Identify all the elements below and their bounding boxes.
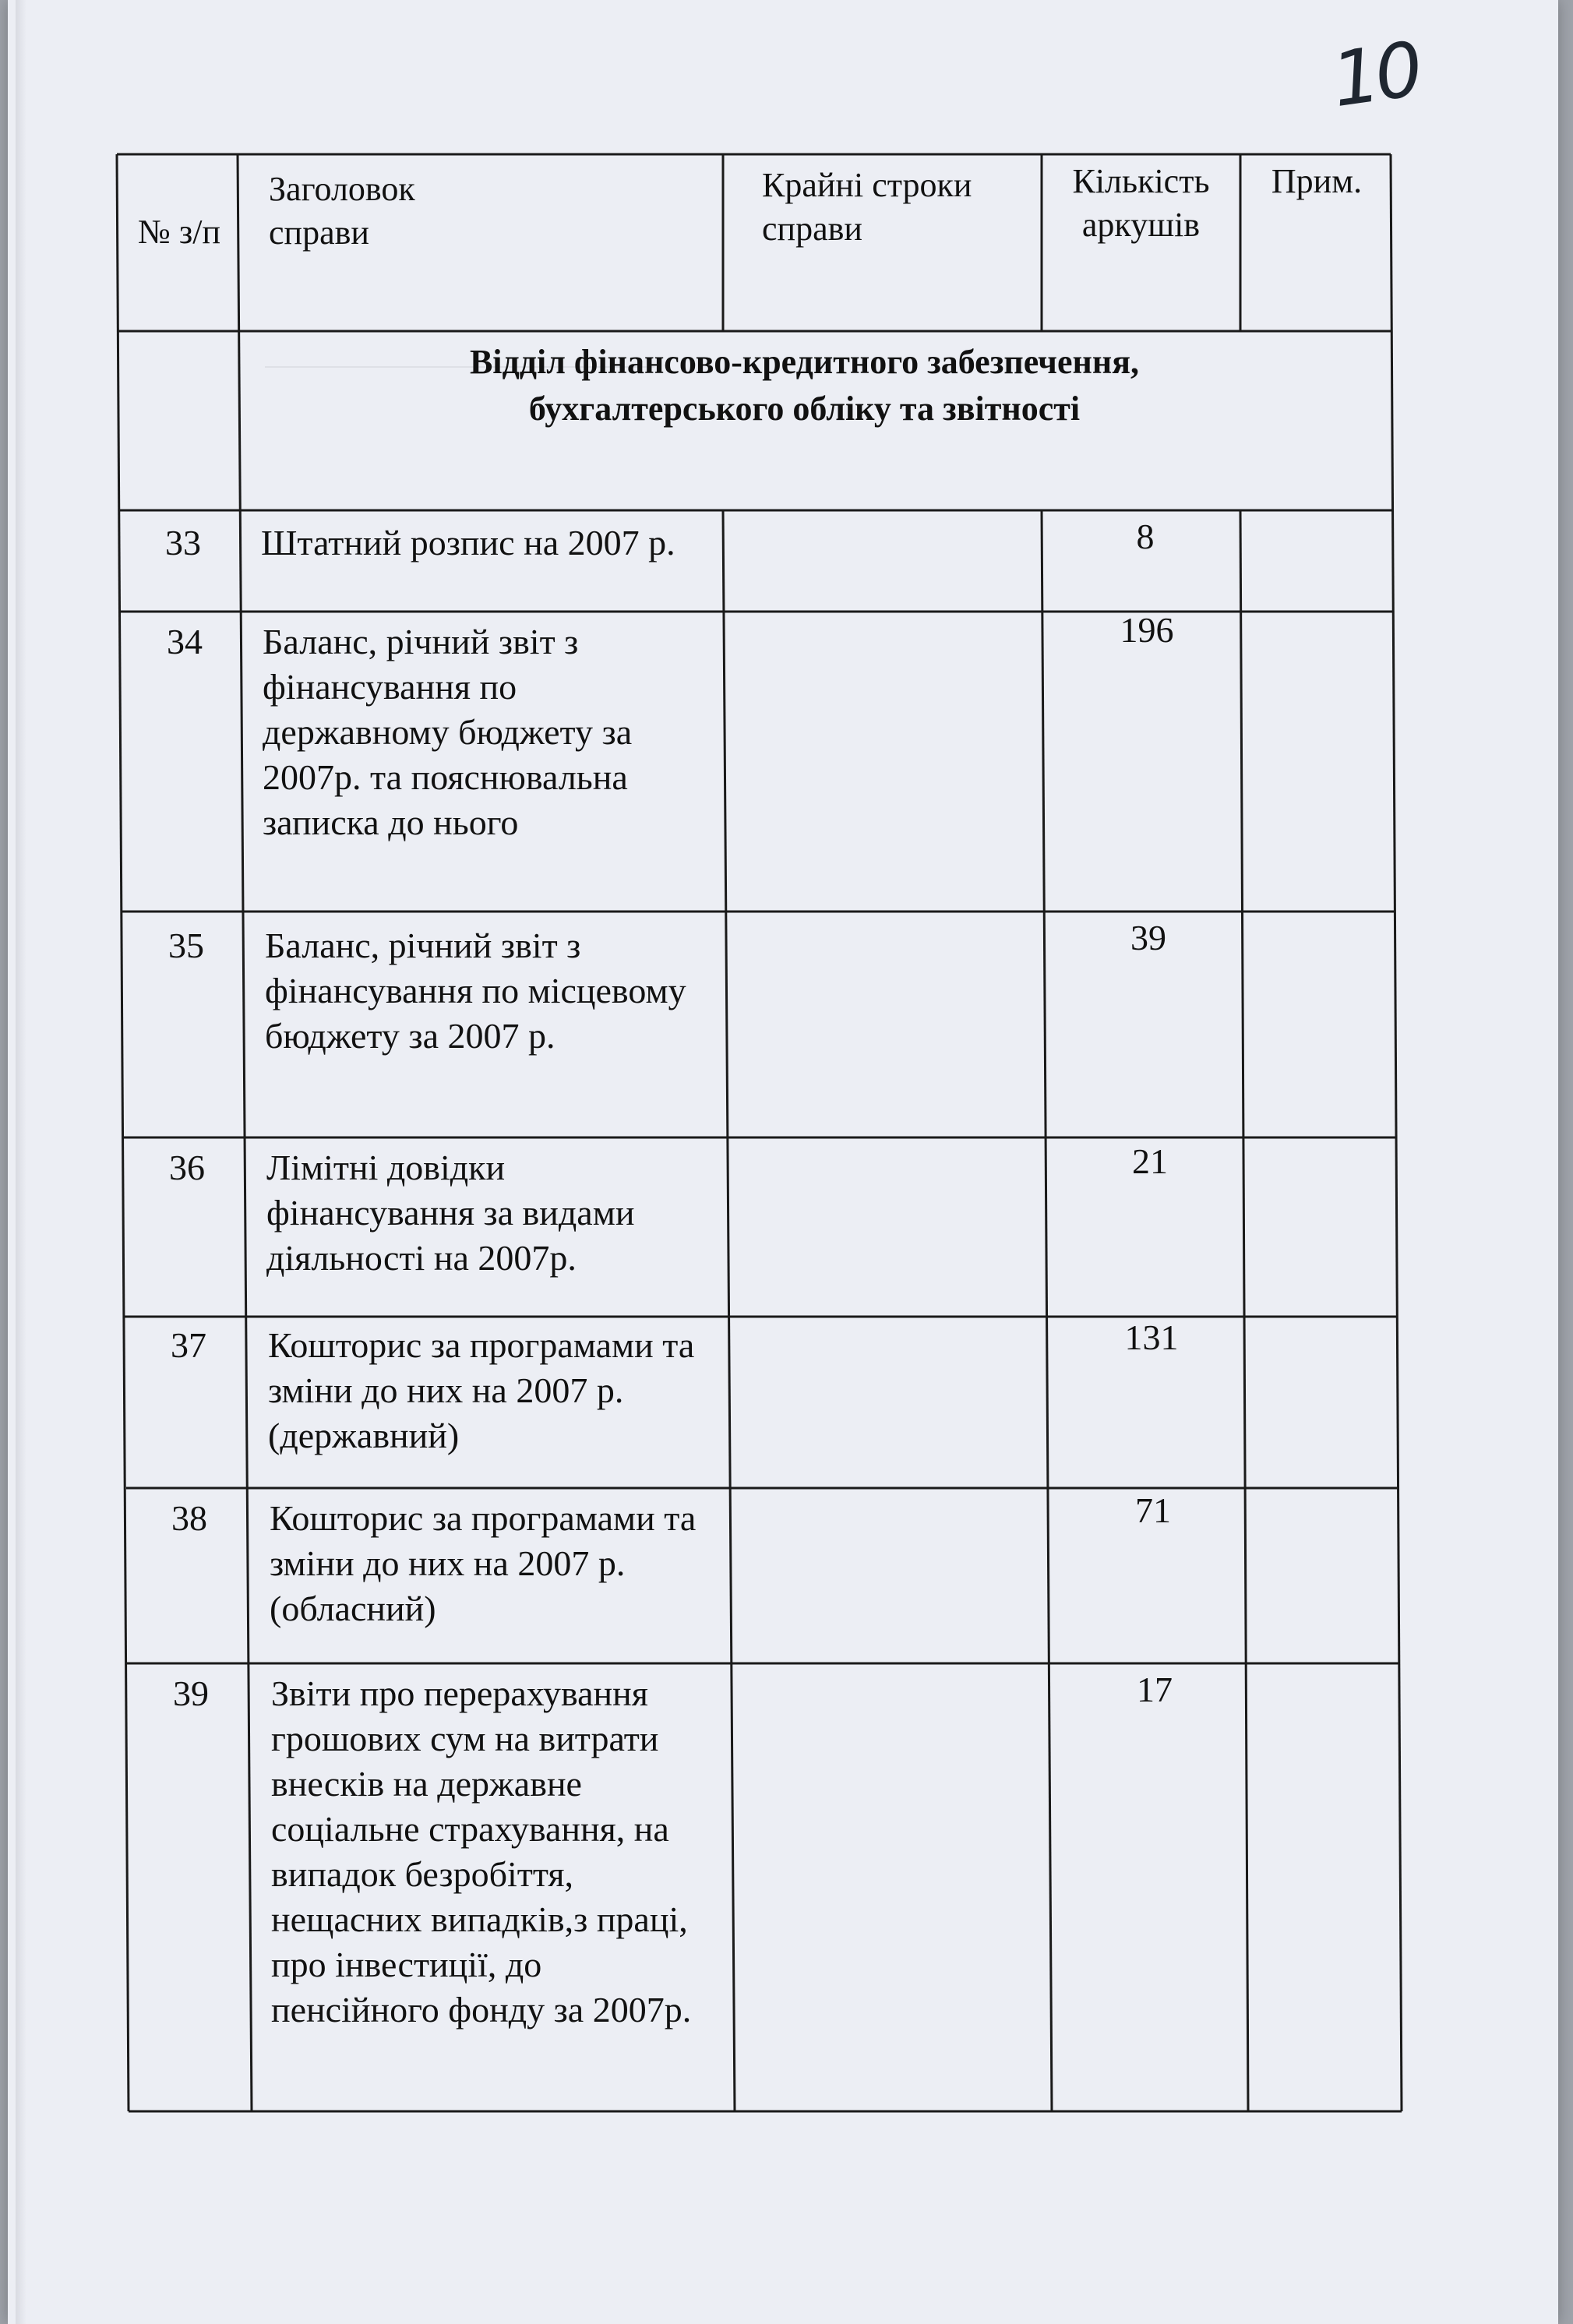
row-34-sheets: 196 [1120,610,1174,650]
row-34-title: Баланс, річний звіт з фінансування по державному бюджету за 2007р. та пояснювальна записка до нього [263,622,633,842]
row-39-number: 39 [173,1673,209,1713]
row-37-title: Кошторис за програмами та зміни до них на 2007 р. (державний) [268,1325,695,1455]
row-35-sheets: 39 [1130,918,1166,957]
row-36-number: 36 [169,1148,205,1187]
header-title: Заголовок справи [269,170,415,252]
row-33-sheets: 8 [1136,517,1155,556]
section-title: Відділ фінансово-кредитного забезпечення, бухгалтерського обліку та звітності [469,343,1140,428]
header-notes: Прим. [1271,162,1363,200]
row-37-number: 37 [171,1325,206,1365]
row-35-number: 35 [168,926,204,965]
row-36-title: Лімітні довідки фінансування за видами діяльності на 2007р. [266,1148,635,1278]
row-39-title: Звіти про перерахування грошових сум на витрати внесків на державне соціальне страхування, на випадок безробіття, нещасних випадків,з праці, про інвестиції, до пенсійного фонду за 2007р. [271,1673,692,2030]
page-edge [16,0,26,2324]
row-38-number: 38 [171,1498,207,1538]
row-39-sheets: 17 [1137,1670,1173,1709]
row-38-title: Кошторис за програмами та зміни до них на 2007 р. (обласний) [270,1498,697,1628]
row-33-title: Штатний розпис на 2007 р. [261,523,675,562]
row-36-sheets: 21 [1132,1141,1168,1181]
document-page [8,0,1558,2324]
header-dates: Крайні строки справи [762,166,972,248]
row-37-sheets: 131 [1124,1317,1179,1357]
header-sheets: Кількість аркушів [1072,162,1210,244]
row-35-title: Баланс, річний звіт з фінансування по місцевому бюджету за 2007 р. [265,926,686,1056]
row-38-sheets: 71 [1135,1490,1171,1530]
row-34-number: 34 [167,622,203,661]
row-33-number: 33 [165,523,201,562]
page-number: 10 [1326,25,1424,125]
header-number: № з/п [137,213,221,251]
